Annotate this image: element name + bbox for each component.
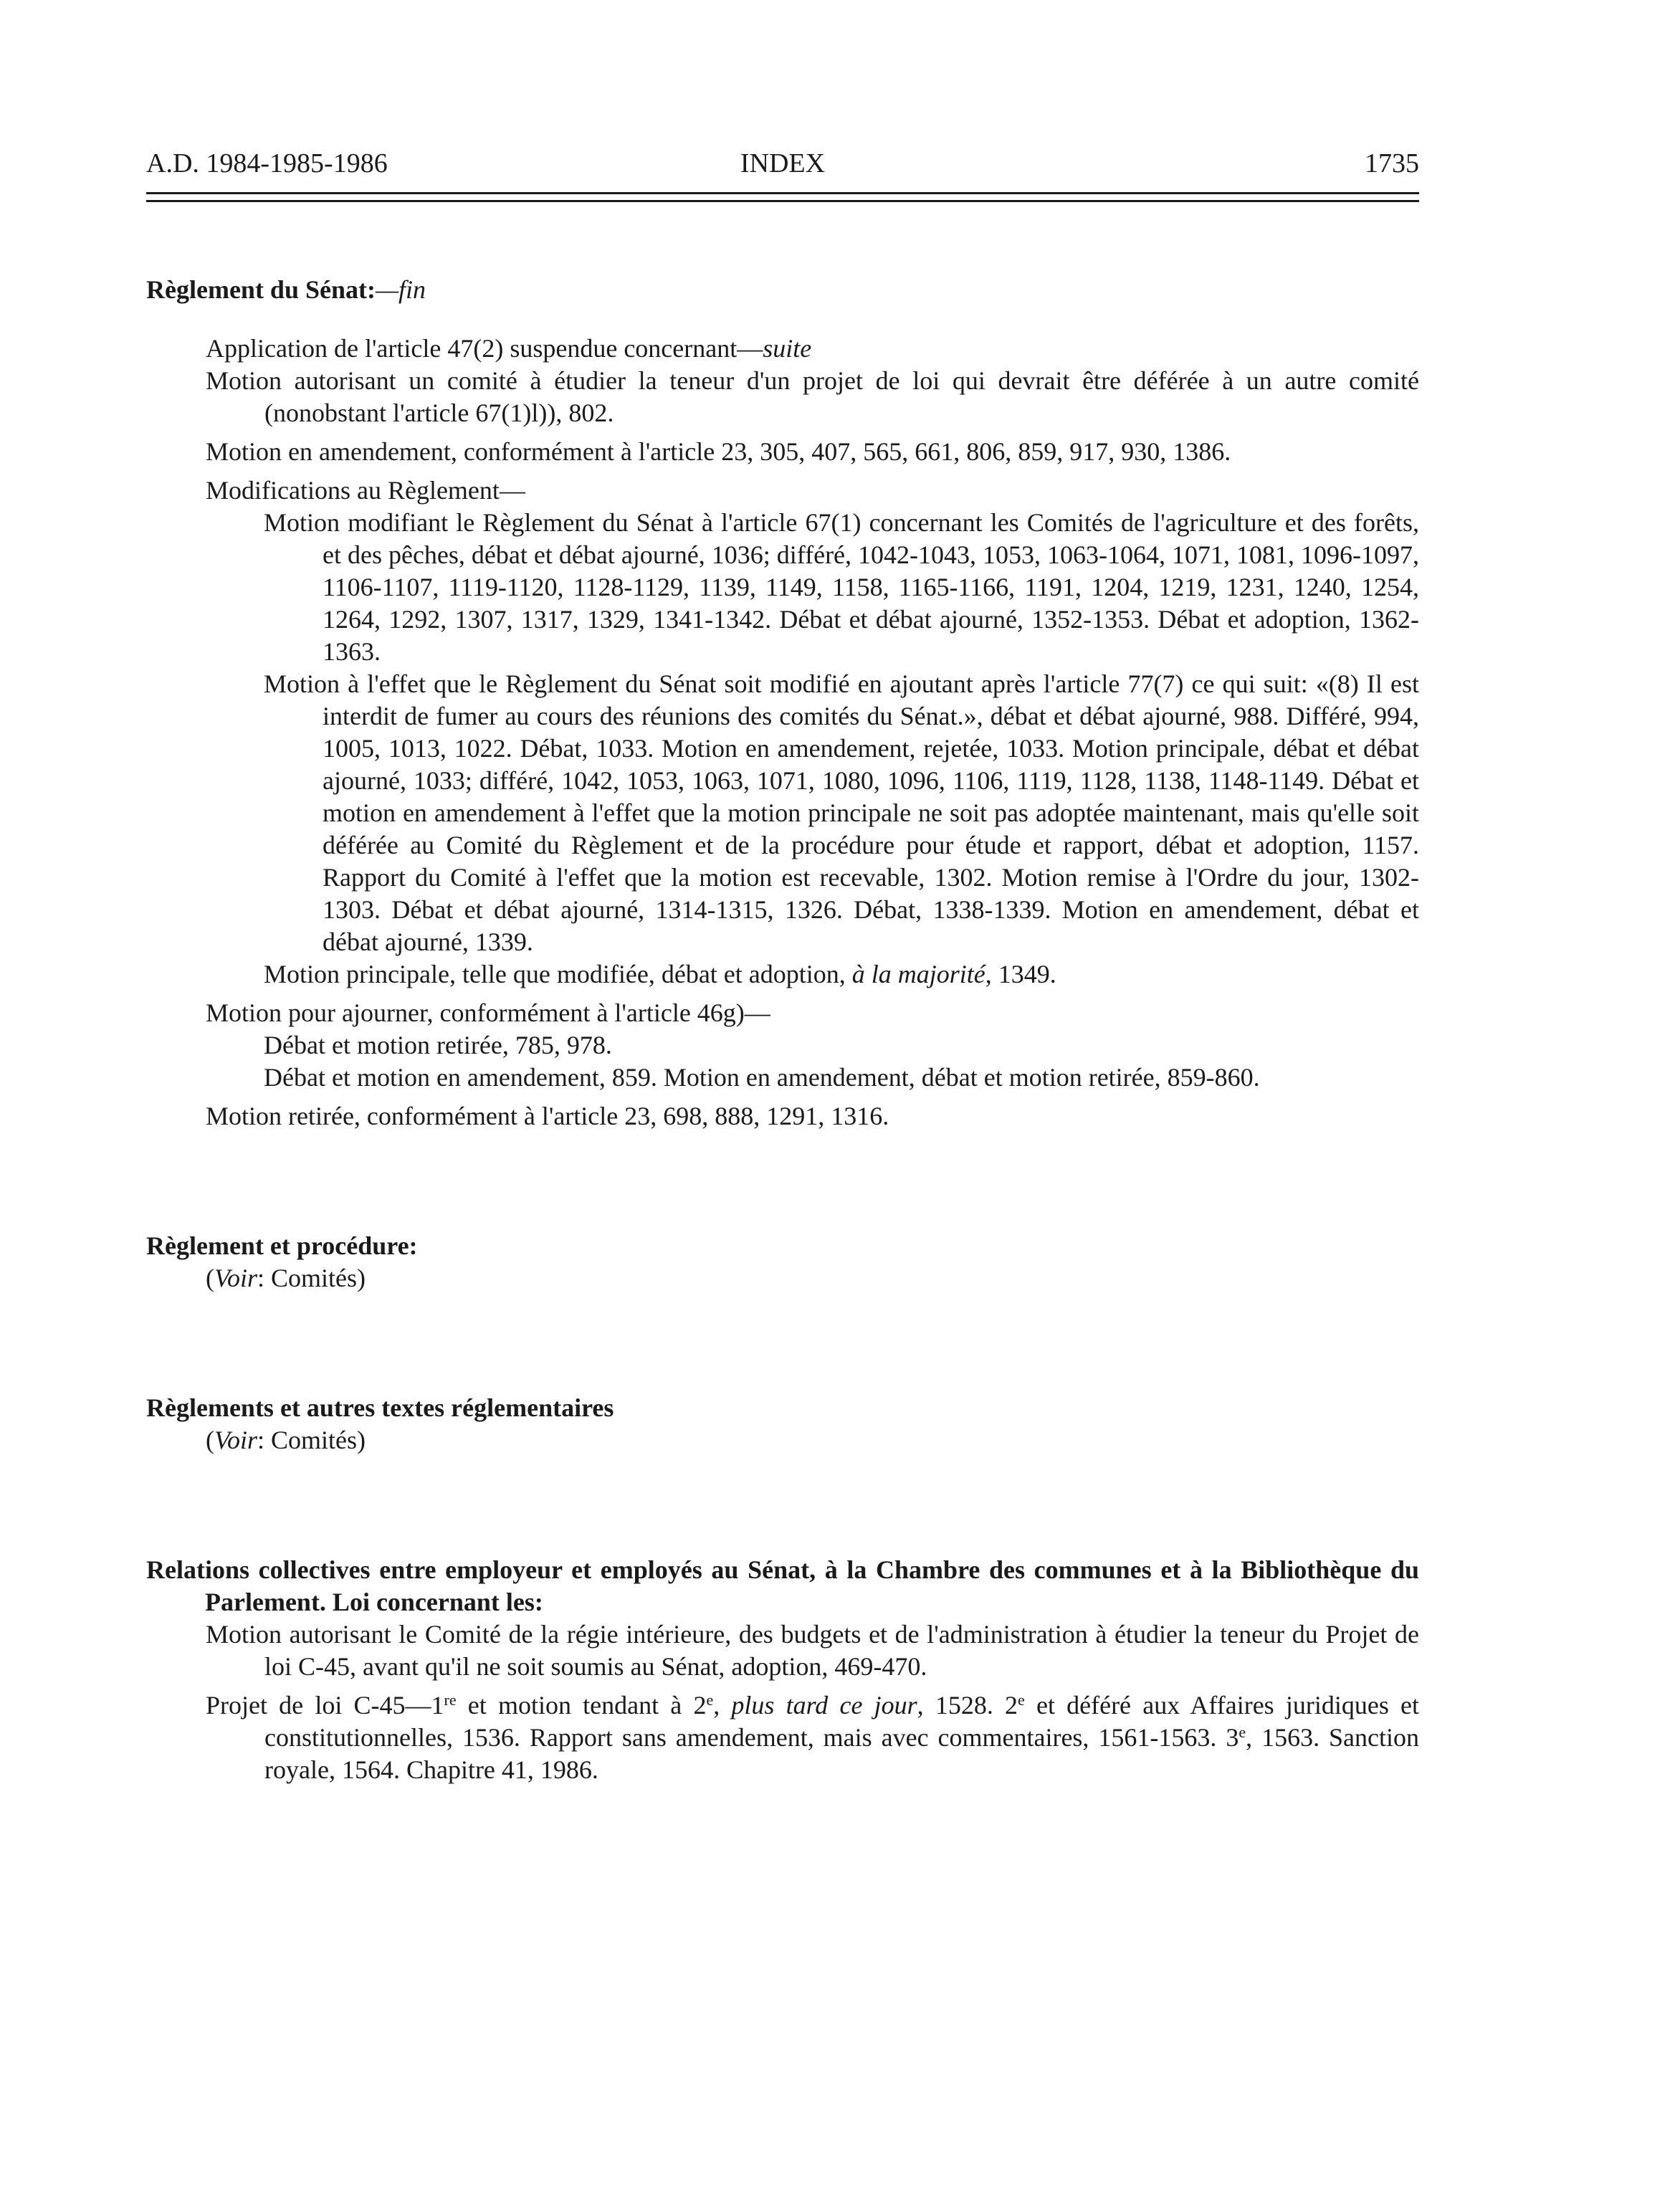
header-title: INDEX bbox=[740, 148, 826, 178]
entry-heading: Relations collectives entre employeur et employés au Sénat, à la Chambre des communes et à la Bibliothèque du Parlement. Loi concernant les: bbox=[146, 1555, 1419, 1616]
see-paren: ( bbox=[206, 1426, 214, 1454]
entry-heading: Règlements et autres textes réglementaires bbox=[146, 1393, 614, 1422]
entry-heading-continuation: —fin bbox=[375, 275, 426, 304]
see-reference bbox=[146, 1262, 1419, 1294]
see-paren: ( bbox=[206, 1264, 214, 1292]
see-reference bbox=[146, 1424, 1419, 1456]
index-entry-reglements-et-autres-textes bbox=[146, 1392, 1419, 1456]
sub-subentry: Motion à l'effet que le Règlement du Sénat soit modifié en ajoutant après l'article 77(7) ce qui suit: «(8) Il est interdit de fumer au cours des réunions des comités du Sénat.», débat et débat ajourné, 988. Différé, 994, 1005, 1013, 1022. Débat, 1033. Motion en amendement, rejetée, 1033. Motion principale, débat et débat ajourné, 1033; différé, 1042, 1053, 1063, 1071, 1080, 1096, 1106, 1119, 1128, 1138, 1148-1149. Débat et motion en amendement à l'effet que la motion principale ne soit pas adoptée maintenant, mais qu'elle soit déférée au Comité du Règlement et de la procédure pour étude et rapport, débat et adoption, 1157. Rapport du Comité à l'effet que la motion est recevable, 1302. Motion remise à l'Ordre du jour, 1302-1303. Débat et débat ajourné, 1314-1315, 1326. Débat, 1338-1339. Motion en amendement, débat et débat ajourné, 1339. bbox=[264, 669, 1419, 956]
entry-heading-text: Règlement du Sénat: bbox=[146, 275, 376, 304]
subentry-text: et déféré aux Affaires juridiques et constitutionnelles, 1536. Rapport sans amendement, mais avec commentaires, 1561-1563. 3 bbox=[264, 1691, 1420, 1752]
sub-subentry-text: Motion principale, telle que modifiée, débat et adoption, bbox=[264, 960, 852, 988]
subentry: Motion pour ajourner, conformément à l'article 46g)— bbox=[206, 998, 770, 1027]
subentry: Motion autorisant le Comité de la régie intérieure, des budgets et de l'administration à étudier la teneur du Projet de loi C-45, avant qu'il ne soit soumis au Sénat, adoption, 469-470. bbox=[206, 1620, 1419, 1681]
ordinal-superscript: e bbox=[1018, 1691, 1025, 1709]
subentry-text: Projet de loi C-45—1 bbox=[206, 1691, 444, 1720]
see-target: : Comités) bbox=[257, 1426, 366, 1454]
sub-subentry: Débat et motion retirée, 785, 978. bbox=[264, 1031, 612, 1059]
ordinal-superscript: e bbox=[1238, 1723, 1246, 1741]
header-date-range: A.D. 1984-1985-1986 bbox=[146, 148, 388, 178]
index-entry-relations-collectives bbox=[146, 1554, 1419, 1786]
subentry: Motion autorisant un comité à étudier la teneur d'un projet de loi qui devrait être déférée à un autre comité (nonobstant l'article 67(1)l)), 802. bbox=[206, 366, 1419, 427]
subentry-text: Application de l'article 47(2) suspendue concernant— bbox=[206, 334, 763, 363]
sub-subentry: Motion modifiant le Règlement du Sénat à l'article 67(1) concernant les Comités de l'agriculture et des forêts, et des pêches, débat et débat ajourné, 1036; différé, 1042-1043, 1053, 1063-1064, 1071, 1081, 1096-1097, 1106-1107, 1119-1120, 1128-1129, 1139, 1149, 1158, 1165-1166, 1191, 1204, 1219, 1231, 1240, 1254, 1264, 1292, 1307, 1317, 1329, 1341-1342. Débat et débat ajourné, 1352-1353. Débat et adoption, 1362-1363. bbox=[264, 508, 1419, 666]
index-content bbox=[146, 274, 1419, 1786]
sub-subentry-italic: à la majorité bbox=[851, 960, 985, 988]
ordinal-superscript: e bbox=[706, 1691, 714, 1709]
ordinal-superscript: re bbox=[444, 1691, 457, 1709]
entry-heading: Règlement et procédure: bbox=[146, 1231, 418, 1260]
sub-subentry-text: , 1349. bbox=[985, 960, 1056, 988]
see-target: : Comités) bbox=[257, 1264, 366, 1292]
subentry-text: , bbox=[713, 1691, 732, 1720]
see-word: Voir bbox=[214, 1426, 258, 1454]
header-rule-top bbox=[146, 192, 1419, 194]
subentry: Motion en amendement, conformément à l'article 23, 305, 407, 565, 661, 806, 859, 917, 930, 1386. bbox=[206, 437, 1231, 466]
subentry bbox=[146, 1689, 1419, 1786]
subentry bbox=[146, 333, 1419, 365]
index-entry-reglement-du-senat bbox=[146, 274, 1419, 1132]
see-word: Voir bbox=[214, 1264, 258, 1292]
subentry-text: , 1563. Sanction royale, 1564. Chapitre 41, 1986. bbox=[264, 1723, 1420, 1784]
subentry-italic: suite bbox=[763, 334, 812, 363]
index-entry-reglement-et-procedure bbox=[146, 1230, 1419, 1294]
subentry: Motion retirée, conformément à l'article 23, 698, 888, 1291, 1316. bbox=[206, 1102, 889, 1130]
subentry: Modifications au Règlement— bbox=[206, 476, 525, 505]
subentry-text: , 1528. 2 bbox=[917, 1691, 1018, 1720]
subentry-italic: plus tard ce jour bbox=[731, 1691, 917, 1720]
header-rule-bottom bbox=[146, 200, 1419, 202]
sub-subentry: Débat et motion en amendement, 859. Motion en amendement, débat et motion retirée, 859-860. bbox=[264, 1063, 1260, 1092]
page-number: 1735 bbox=[1365, 148, 1419, 178]
subentry-text: et motion tendant à 2 bbox=[456, 1691, 707, 1720]
sub-subentry bbox=[146, 958, 1419, 991]
entry-heading bbox=[146, 274, 1419, 306]
running-head bbox=[146, 143, 1419, 183]
